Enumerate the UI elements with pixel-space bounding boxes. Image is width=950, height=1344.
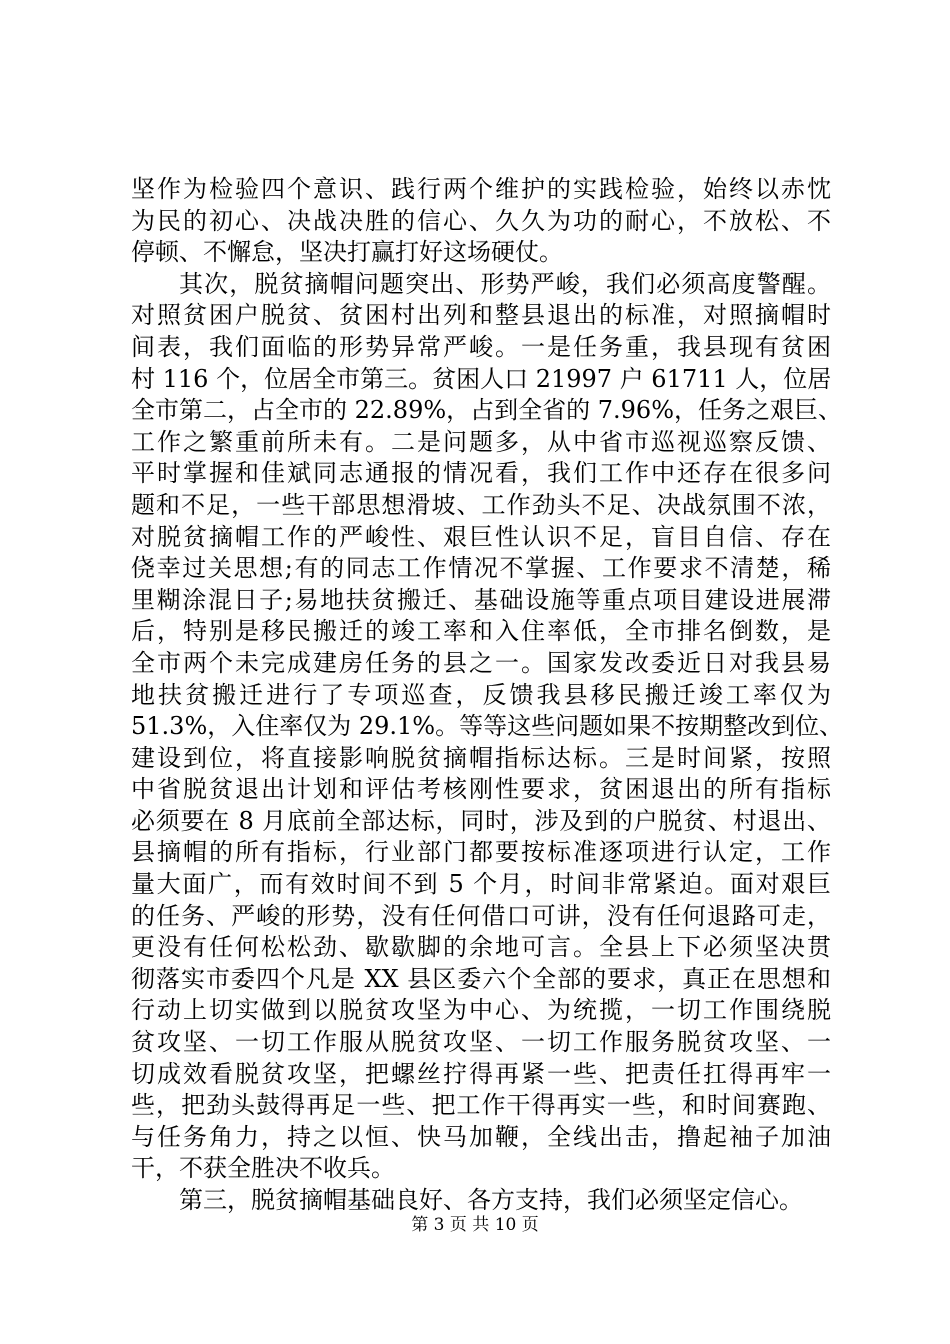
paragraph [131, 174, 831, 269]
text-line: 工作之繁重前所未有。二是问题多，从中省市巡视巡察反馈、 [131, 427, 831, 456]
text-line: 的任务、严峻的形势，没有任何借口可讲，没有任何退路可走， [131, 901, 831, 930]
text-line: 建设到位，将直接影响脱贫摘帽指标达标。三是时间紧，按照 [131, 743, 831, 772]
text-line: 为民的初心、决战决胜的信心、久久为功的耐心，不放松、不 [131, 206, 831, 235]
text-line: 与任务角力，持之以恒、快马加鞭，全线出击，撸起袖子加油 [131, 1122, 831, 1151]
text-line: 侥幸过关思想;有的同志工作情况不掌握、工作要求不清楚，稀 [131, 554, 831, 583]
text-line: 间表，我们面临的形势异常严峻。一是任务重，我县现有贫困 [131, 332, 831, 361]
text-line: 干，不获全胜决不收兵。 [131, 1154, 395, 1183]
text-line: 更没有任何松松劲、歇歇脚的余地可言。全县上下必须坚决贯 [131, 933, 831, 962]
text-line: 全市两个未完成建房任务的县之一。国家发改委近日对我县易 [131, 648, 831, 677]
text-line: 行动上切实做到以脱贫攻坚为中心、为统揽，一切工作围绕脱 [131, 996, 831, 1025]
text-line: 地扶贫搬迁进行了专项巡查，反馈我县移民搬迁竣工率仅为 [131, 680, 831, 709]
text-line: 县摘帽的所有指标，行业部门都要按标准逐项进行认定，工作 [131, 838, 831, 867]
text-line: 些，把劲头鼓得再足一些、把工作干得再实一些，和时间赛跑、 [131, 1091, 831, 1120]
text-line: 对照贫困户脱贫、贫困村出列和整县退出的标准，对照摘帽时 [131, 301, 831, 330]
text-line: 51.3%，入住率仅为 29.1%。等等这些问题如果不按期整改到位、 [131, 712, 844, 741]
paragraph [131, 269, 844, 1185]
text-line: 第三，脱贫摘帽基础良好、各方支持，我们必须坚定信心。 [179, 1186, 803, 1214]
text-line: 贫攻坚、一切工作服从脱贫攻坚、一切工作服务脱贫攻坚、一 [131, 1028, 831, 1057]
paragraph [131, 1185, 831, 1217]
text-line: 停顿、不懈怠，坚决打赢打好这场硬仗。 [131, 238, 563, 267]
text-line: 切成效看脱贫攻坚，把螺丝拧得再紧一些、把责任扛得再牢一 [131, 1059, 831, 1088]
text-line: 坚作为检验四个意识、践行两个维护的实践检验，始终以赤忱 [131, 175, 831, 203]
text-line: 中省脱贫退出计划和评估考核刚性要求，贫困退出的所有指标 [131, 775, 831, 804]
text-line: 平时掌握和佳斌同志通报的情况看，我们工作中还存在很多问 [131, 459, 831, 488]
text-line: 后，特别是移民搬迁的竣工率和入住率低，全市排名倒数，是 [131, 617, 831, 646]
text-line: 全市第二，占全市的 22.89%，占到全省的 7.96%，任务之艰巨、 [131, 396, 843, 425]
document-body [131, 174, 844, 1217]
text-line: 对脱贫摘帽工作的严峻性、艰巨性认识不足，盲目自信、存在 [131, 522, 831, 551]
text-line: 量大面广，而有效时间不到 5 个月，时间非常紧迫。面对艰巨 [131, 870, 831, 899]
text-line: 里糊涂混日子;易地扶贫搬迁、基础设施等重点项目建设进展滞 [131, 585, 831, 614]
text-line: 必须要在 8 月底前全部达标，同时，涉及到的户脱贫、村退出、 [131, 806, 831, 835]
text-line: 村 116 个，位居全市第三。贫困人口 21997 户 61711 人，位居 [131, 364, 832, 393]
text-line: 题和不足，一些干部思想滑坡、工作劲头不足、决战氛围不浓， [131, 490, 831, 519]
text-line: 彻落实市委四个凡是 XX 县区委六个全部的要求，真正在思想和 [131, 964, 831, 993]
page-footer: 第 3 页 共 10 页 [411, 1215, 539, 1235]
text-line: 其次，脱贫摘帽问题突出、形势严峻，我们必须高度警醒。 [179, 269, 831, 298]
